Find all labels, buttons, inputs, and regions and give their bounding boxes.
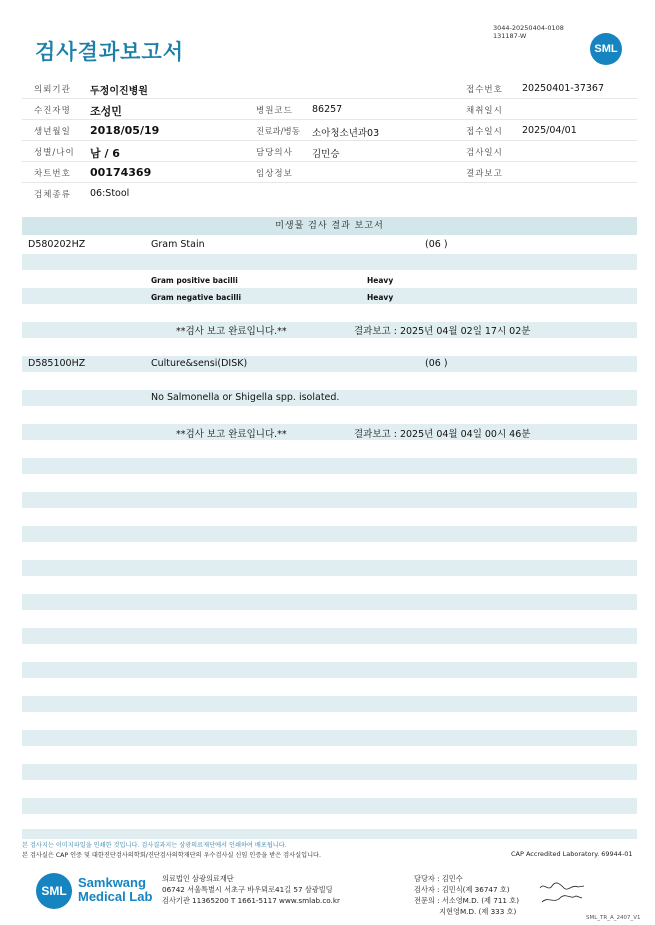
brand-line2: Medical Lab [78,889,153,904]
print-notice: 본 검사지는 이미지파일을 인쇄한 것입니다. 검사결과지는 삼광의료재단에서 인쇄하여 배포됩니다. [22,842,287,849]
staff-specialist-2: 지현영M.D. (제 333 호) [414,907,517,916]
hospital-code: 86257 [312,104,343,115]
specimen-type: 06:Stool [90,188,130,199]
doctor: 김민승 [312,149,340,160]
stripe [22,662,637,678]
signature-icon [538,880,588,906]
label-clinical-info: 임상정보 [256,169,293,179]
department: 소아청소년과03 [312,128,380,139]
staff-specialist-1: 전문의 : 서소영M.D. (제 711 호) [414,896,520,905]
stripe [22,322,637,338]
form-code: SML_TR_A_2407_V1 [586,915,641,921]
stripe [22,424,637,440]
report-complete-message: **검사 보고 완료입니다.** [176,326,287,337]
stripe [22,526,637,542]
stripe [22,288,637,304]
organism: Gram negative bacilli [151,293,242,302]
label-collection-date: 채취일시 [466,106,503,116]
label-birth-date: 생년월일 [34,127,71,137]
label-hospital-code: 병원코드 [256,106,293,116]
lab-street: 06742 서울특별시 서초구 바우뫼로41길 57 삼광빌딩 [162,885,333,894]
staff-info [414,873,519,917]
staff-manager: 담당자 : 김민수 [414,874,463,883]
label-specimen-type: 검체종류 [34,190,71,200]
cap-accreditation: CAP Accredited Laboratory. 69944-01 [511,850,633,858]
stripe [22,458,637,474]
organism-amount: Heavy [367,293,394,302]
organism: Gram positive bacilli [151,276,238,285]
document-code [493,24,564,40]
document-code-line2: 131187-W [493,32,527,40]
info-row [22,141,637,162]
stripe [22,764,637,780]
lab-name: 의료법인 삼광의료재단 [162,874,234,883]
stripe [22,628,637,644]
sex-age: 남 / 6 [90,147,120,160]
stripe [22,798,637,814]
chart-number: 00174369 [90,166,152,179]
patient-info-table [22,78,637,204]
label-report-date: 결과보고 [466,169,503,179]
info-row [22,120,637,141]
specimen-code: (06 ) [425,358,448,369]
report-time: 결과보고 : 2025년 04월 02일 17시 02분 [354,326,531,337]
stripe [22,594,637,610]
label-receipt-date: 접수일시 [466,127,503,137]
lab-address [162,873,340,906]
label-requesting-institution: 의뢰기관 [34,85,71,95]
info-row [22,78,637,99]
label-doctor: 담당의사 [256,148,293,158]
test-code: D580202HZ [28,239,86,250]
samkwang-logo-icon: SML [36,873,72,909]
stripe [22,730,637,746]
page-title: 검사결과보고서 [35,40,185,64]
patient-name: 조성민 [90,105,122,118]
document-code-line1: 3044-20250404-0108 [493,24,564,32]
accreditation-notice: 본 검사실은 CAP 인증 및 대한진단검사의학회/진단검사의학재단의 우수검사실 신임 인증을 받은 검사실입니다. [22,852,321,859]
info-row [22,183,637,204]
stripe [22,560,637,576]
report-complete-message: **검사 보고 완료입니다.** [176,429,287,440]
requesting-institution: 두정이진병원 [90,86,148,97]
birth-date: 2018/05/19 [90,124,160,137]
label-test-date: 검사일시 [466,148,503,158]
report-time: 결과보고 : 2025년 04월 04일 00시 46분 [354,429,531,440]
organism-amount: Heavy [367,276,394,285]
info-row [22,99,637,120]
label-sex-age: 성별/나이 [34,148,75,158]
label-chart-number: 차트번호 [34,169,71,179]
label-patient-name: 수진자명 [34,106,71,116]
label-receipt-number: 접수번호 [466,85,503,95]
stripe [22,356,637,372]
receipt-number: 20250401-37367 [522,83,605,94]
sml-logo-icon: SML [590,33,622,65]
report-heading: 미생물 검사 결과 보고서 [22,217,637,235]
brand-name [78,876,152,904]
staff-tester: 검사자 : 김민식(제 36747 호) [414,885,510,894]
specimen-code: (06 ) [425,239,448,250]
stripe [22,829,637,839]
test-name: Gram Stain [151,239,205,250]
stripe [22,254,637,270]
info-row [22,162,637,183]
culture-result: No Salmonella or Shigella spp. isolated. [151,392,340,403]
receipt-date: 2025/04/01 [522,125,577,136]
brand-line1: Samkwang [78,875,146,890]
test-name: Culture&sensi(DISK) [151,358,248,369]
lab-contact: 검사기관 11365200 T 1661-5117 www.smlab.co.kr [162,896,340,905]
label-department: 진료과/병동 [256,127,300,137]
stripe [22,492,637,508]
stripe [22,696,637,712]
test-code: D585100HZ [28,358,86,369]
